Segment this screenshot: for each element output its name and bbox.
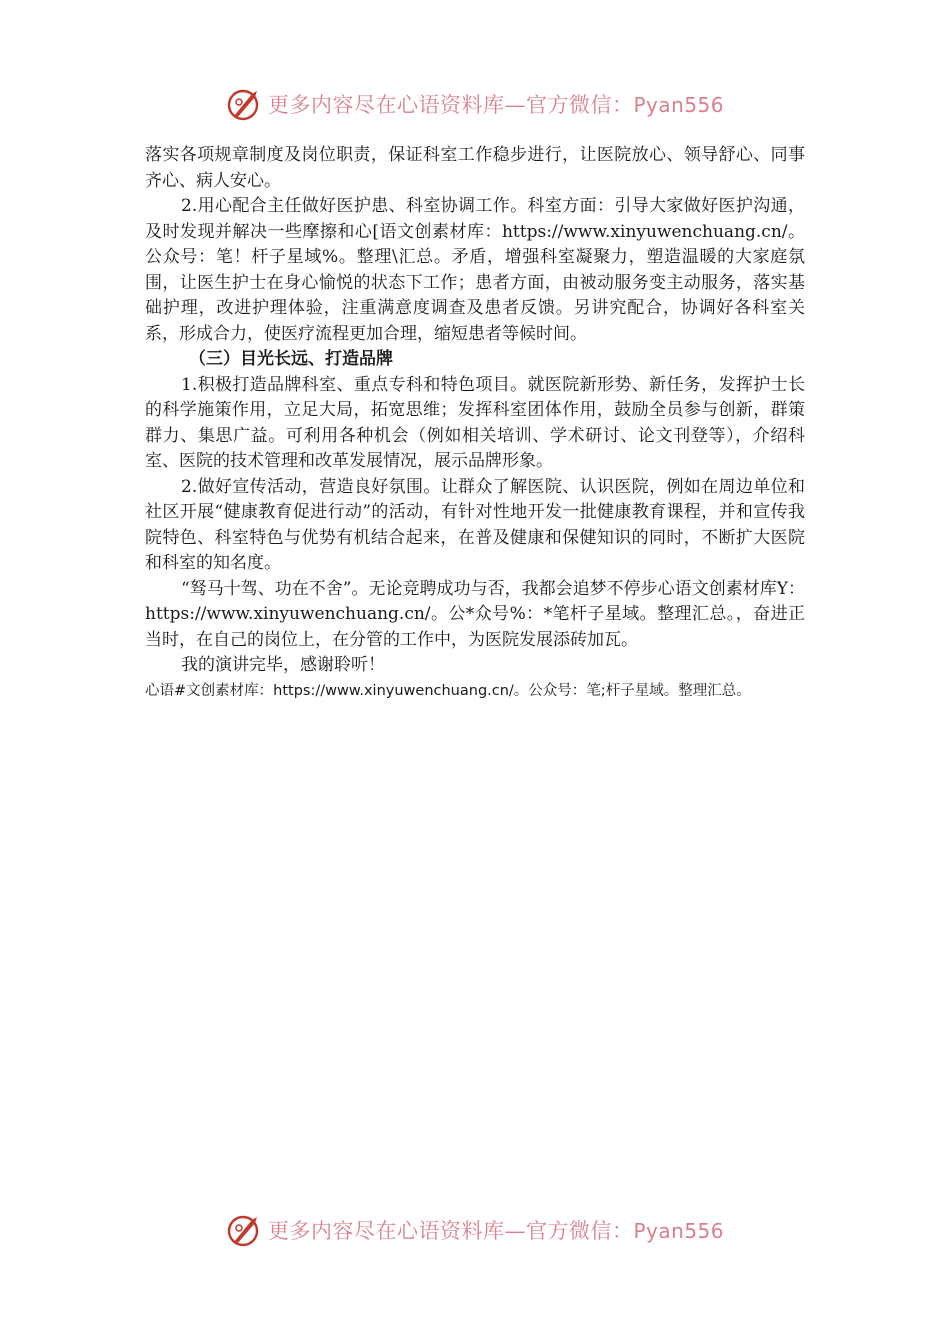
banner-text: 更多内容尽在心语资料库—官方微信：Pyan556 <box>267 1219 724 1243</box>
footer-banner <box>0 1206 950 1254</box>
paragraph: 2.做好宣传活动，营造良好氛围。让群众了解医院、认识医院，例如在周边单位和社区开展“健康教育促进行动”的活动，有针对性地开发一批健康教育课程，并和宣传我院特色、科室特色与优势有机结合起来，在普及健康和保健知识的同时，不断扩大医院和科室的知名度。 <box>145 476 805 573</box>
paragraph: “驽马十驾、功在不舍”。无论竞聘成功与否，我都会追梦不停步心语文创素材库Y：https://www.xinyuwenchuang.cn/。公*众号%：*笔杆子星域。整理汇总。，奋进正当时，在自己的岗位上，在分管的工作中，为医院发展添砖加瓦。 <box>145 578 805 650</box>
pen-nib-circle-icon <box>226 86 262 122</box>
banner-text: 更多内容尽在心语资料库—官方微信：Pyan556 <box>267 93 724 117</box>
source-note: 心语#文创素材库：https://www.xinyuwenchuang.cn/。公众号：笔;杆子星域。整理汇总。 <box>145 682 751 699</box>
document-body <box>145 143 805 703</box>
paragraph: 落实各项规章制度及岗位职责，保证科室工作稳步进行，让医院放心、领导舒心、同事齐心、病人安心。 <box>145 145 805 191</box>
paragraph: 1.积极打造品牌科室、重点专科和特色项目。就医院新形势、新任务，发挥护士长的科学施策作用，立足大局，拓宽思维；发挥科室团体作用，鼓励全员参与创新，群策群力、集思广益。可利用各种机会（例如相关培训、学术研讨、论文刊登等），介绍科室、医院的技术管理和改革发展情况，展示品牌形象。 <box>145 374 805 471</box>
paragraph: 2.用心配合主任做好医护患、科室协调工作。科室方面：引导大家做好医护沟通，及时发现并解决一些摩擦和心[语文创素材库：https://www.xinyuwenchuang.cn/。公众号：笔！杆子星域%。整理\汇总。矛盾，增强科室凝聚力，塑造温暖的大家庭氛围，让医生护士在身心愉悦的状态下工作；患者方面，由被动服务变主动服务，落实基础护理，改进护理体验，注重满意度调查及患者反馈。另讲究配合，协调好各科室关系，形成合力，使医疗流程更加合理，缩短患者等候时间。 <box>145 196 805 344</box>
header-banner <box>0 80 950 128</box>
pen-nib-circle-icon <box>226 1212 262 1248</box>
section-heading: （三）目光长远、打造品牌 <box>189 349 393 369</box>
closing-line: 我的演讲完毕，感谢聆听！ <box>181 655 385 675</box>
